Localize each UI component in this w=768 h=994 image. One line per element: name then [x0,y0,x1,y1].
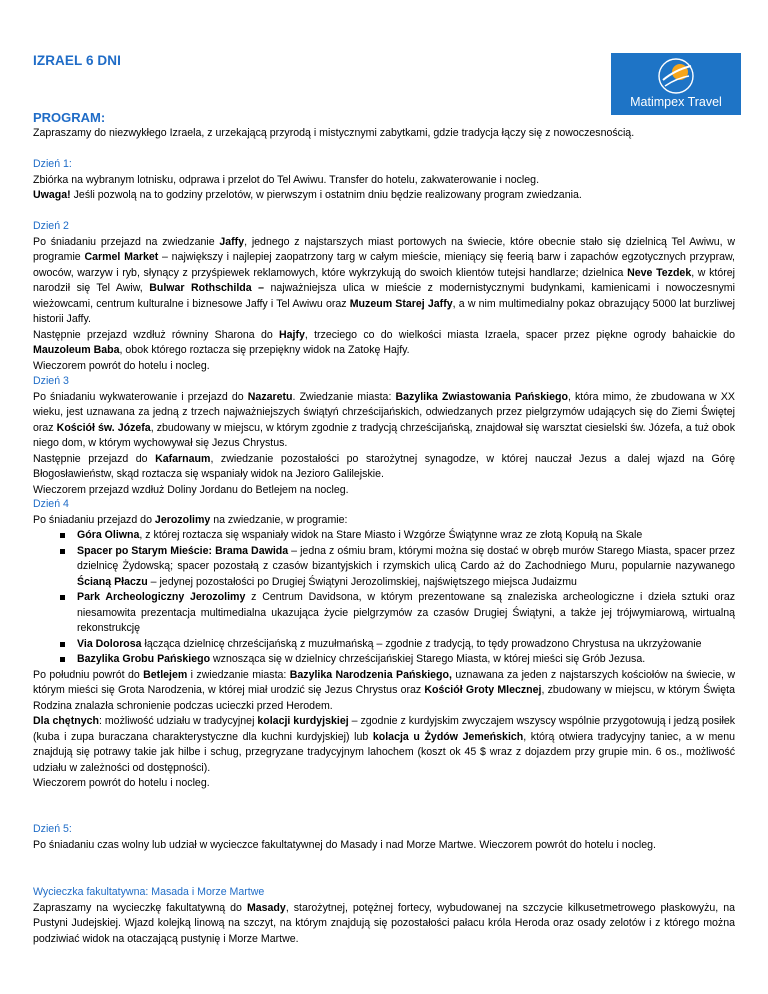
intro-text: Zapraszamy do niezwykłego Izraela, z urzekającą przyrodą i mistycznymi zabytkami, gdzie tradycja łączy się z nowoczesnością. [33,127,635,139]
program-heading: PROGRAM: [33,110,106,125]
day-2-paragraph-1: Po śniadaniu przejazd na zwiedzanie Jaffy, jednego z najstarszych miast portowych na świecie, które obecnie stało się dzielnicą Tel Awiwu, w programie Carmel Market – największy i najlepiej zaopatrzony targ w całym mieście, mieniący się feerią barw i zapachów egzotycznych przypraw, owoców, warzyw i ryb, słynący z przyśpiewek reklamowych, które wykrzykują do swoich klientów tutejsi handlarze; dzielnica Neve Tezdek, w której narodził się Tel Awiw, Bulwar Rothschilda – najważniejsza ulica w mieście z modernistycznymi budynkami, kamienicami i nowoczesnymi wieżowcami, centrum kulturalne i biznesowe Jaffy i Tel Awiwu oraz Muzeum Starej Jaffy, a w nim multimedialny pokaz obrazujący 5000 lat burzliwej historii Jaffy. [33,235,736,325]
day-1-note [33,188,735,204]
logo-emblem-icon [653,56,699,96]
day-3-paragraph-2: Następnie przejazd do Kafarnaum, zwiedzanie pozostałości po starożytnej synagodze, w której nauczał Jezus a dalej wjazd na Górę Błogosławieństw, skąd roztacza się wspaniały widok na Jezioro Galilejskie. [33,452,735,480]
day-3-paragraph-3: Wieczorem przejazd wzdłuż Doliny Jordanu do Betlejem na nocleg. [33,483,349,496]
day-2-paragraph-2: Następnie przejazd wzdłuż równiny Sharona do Hajfy, trzeciego co do wielkości miasta Izraela, spacer przez piękne ogrody bahaickie do Mauzoleum Baba, obok którego roztacza się przepiękny widok na Zatokę Hajfy. [33,328,735,356]
list-item: Via Dolorosa łącząca dzielnicę chrześcijańską z muzułmańską – zgodnie z tradycją, to tędy prowadzono Chrystusa na ukrzyżowanie [33,637,735,653]
day-2-section [33,219,735,374]
company-logo [611,53,741,115]
day-4-paragraph-1: Po śniadaniu przejazd do Jerozolimy na zwiedzanie, w programie: [33,513,348,526]
day-4-paragraph-3: Dla chętnych: możliwość udziału w tradycyjnej kolacji kurdyjskiej – zgodnie z kurdyjskim zwyczajem wszyscy wspólnie przygotowują i jedzą posiłek (kuba i zupa buraczana charakterystyczne dla kuchni kurdyjskiej) lub kolacja u Żydów Jemeńskich, którą otwiera tradycyjny taniec, a w menu znajdują się potrawy takie jak hilbe i schug, przegryzane tradycyjnym lahochem (koszt ok 45 $ wraz z dojazdem przy grupie min. 6 os., możliwość udziału w zależności od dostępności). [33,715,736,774]
day-2-paragraph-3: Wieczorem powrót do hotelu i nocleg. [33,359,210,372]
day-3-heading: Dzień 3 [33,375,69,387]
day-4-paragraph-4: Wieczorem powrót do hotelu i nocleg. [33,777,210,789]
list-item: Spacer po Starym Mieście: Brama Dawida – jedna z ośmiu bram, którymi można się dostać w obręb murów Starego Miasta, spacer przez dzielnicę Żydowską; spacer pozostałą z czasów bizantyjskich i rzymskich ulicą Cardo aż do Zachodniego Muru, popularnie nazywanego Ścianą Płaczu – jedynej pozostałości po Drugiej Świątyni Jerozolimskiej, najświętszego miejsca Judaizmu [33,544,735,591]
excursion-section [33,885,735,947]
day-4-section [33,497,735,792]
day-4-attractions-list [33,528,735,668]
day-1-note-text: Jeśli pozwolą na to godziny przelotów, w pierwszym i ostatnim dniu będzie realizowany program zwiedzania. [70,189,582,201]
list-item: Bazylika Grobu Pańskiego wznosząca się w dzielnicy chrześcijańskiej Starego Miasta, w której mieści się Grób Jezusa. [33,652,735,668]
day-1-heading: Dzień 1: [33,158,72,170]
day-2-heading: Dzień 2 [33,220,69,232]
document-title: IZRAEL 6 DNI [33,53,121,68]
day-4-paragraph-2: Po południu powrót do Betlejem i zwiedzanie miasta: Bazylika Narodzenia Pańskiego, uznawana za jeden z najstarszych kościołów na świecie, w którym mieści się Grota Narodzenia, w której miał urodzić się Jezus Chrystus oraz Kościół Groty Mlecznej, zbudowany w miejscu, w którym Święta Rodzina znalazła schronienie podczas ucieczki przed Herodem. [33,668,735,712]
excursion-text: Zapraszamy na wycieczkę fakultatywną do Masady, starożytnej, potężnej fortecy, wybudowanej na szczycie kilkusetmetrowego płaskowyżu, na Pustyni Judejskiej. Wjazd kolejką linową na szczyt, na którym znajdują się pozostałości pałacu króla Heroda oraz osady zelotów i z którego można podziwiać widok na otaczającą pustynię i Morze Martwe. [33,901,735,945]
logo-text: Matimpex Travel [630,95,722,109]
day-5-heading: Dzień 5: [33,823,72,835]
excursion-heading: Wycieczka fakultatywna: Masada i Morze Martwe [33,886,265,898]
day-3-paragraph-1: Po śniadaniu wykwaterowanie i przejazd do Nazaretu. Zwiedzanie miasta: Bazylika Zwiastowania Pańskiego, która mimo, że zbudowana w XX wieku, jest uznawana za jedną z trzech najważniejszych świątyń chrześcijańskich, odwiedzanych przez pielgrzymów udających się do Ziemi Świętej oraz Kościół św. Józefa, zbudowany w miejscu, w którym zgodnie z tradycją chrześcijańską, znajdował się warsztat ciesielski św. Józefa, a tuż obok niego dom, w którym wychowywał się Jezus Chrystus. [33,390,735,449]
day-4-heading: Dzień 4 [33,498,69,510]
list-item: Góra Oliwna, z której roztacza się wspaniały widok na Stare Miasto i Wzgórze Świątynne wraz ze złotą Kopułą na Skale [33,528,735,544]
day-3-section [33,374,735,498]
day-5-text: Po śniadaniu czas wolny lub udział w wycieczce fakultatywnej do Masady i nad Morze Martwe. Wieczorem powrót do hotelu i nocleg. [33,838,656,851]
day-1-section [33,157,735,204]
day-1-note-label: Uwaga! [33,189,71,201]
day-5-section [33,822,735,853]
list-item: Park Archeologiczny Jerozolimy z Centrum Davidsona, w którym prezentowane są znaleziska archeologiczne i dzieła sztuki oraz niesamowita prezentacja multimedialna ukazująca życie pielgrzymów za czasów Drugiej Świątyni, a także jej trójwymiarową, wirtualną rekonstrukcję [33,590,735,637]
day-1-text: Zbiórka na wybranym lotnisku, odprawa i przelot do Tel Awiwu. Transfer do hotelu, zakwaterowanie i nocleg. [33,173,540,186]
